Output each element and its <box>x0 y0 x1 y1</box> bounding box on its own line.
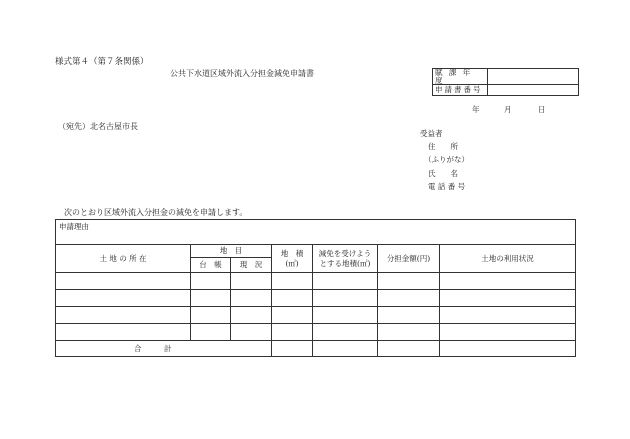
meta-box <box>432 68 579 96</box>
application-number-field[interactable] <box>488 85 579 96</box>
date-month: 月 <box>504 105 512 114</box>
total-label: 合 計 <box>134 344 172 354</box>
header-reduction-line2: とする地積(㎡) <box>319 258 371 268</box>
date-day: 日 <box>538 105 546 114</box>
fiscal-year-label: 賦 課 年 度 <box>433 69 488 85</box>
header-category: 地 目 <box>219 246 243 256</box>
header-reduction-line1: 減免を受けよう <box>318 249 372 259</box>
applicant-name-label: 氏 名 <box>428 169 458 178</box>
application-number-label: 申請書番号 <box>433 85 488 96</box>
header-reduction-area <box>313 245 377 272</box>
reason-label: 申請理由 <box>59 222 89 231</box>
header-category-actual: 現 況 <box>239 260 263 270</box>
applicant-furigana-label: （ふりがな） <box>424 155 469 164</box>
applicant-phone-label: 電 話 番 号 <box>428 182 466 191</box>
intro-text: 次のとおり区域外流入分担金の減免を申請します。 <box>64 208 248 217</box>
header-location: 土 地 の 所 在 <box>99 253 147 263</box>
applicant-heading: 受益者 <box>420 129 443 138</box>
application-table <box>55 219 576 357</box>
header-land-usage: 土地の利用状況 <box>481 253 534 263</box>
header-category-register: 台 帳 <box>199 260 222 270</box>
header-area-line2: (㎡) <box>285 258 299 268</box>
date-year: 年 <box>472 105 480 114</box>
header-area-line1: 地 積 <box>280 249 304 259</box>
header-area <box>272 245 312 272</box>
fiscal-year-field[interactable] <box>488 69 579 85</box>
document-title: 公共下水道区域外流入分担金減免申請書 <box>170 69 314 78</box>
addressee: （宛先）北名古屋市長 <box>58 122 138 131</box>
header-amount: 分担金額(円) <box>386 253 431 263</box>
applicant-address-label: 住 所 <box>428 142 458 151</box>
form-number: 様式第４（第７条関係） <box>55 57 149 67</box>
